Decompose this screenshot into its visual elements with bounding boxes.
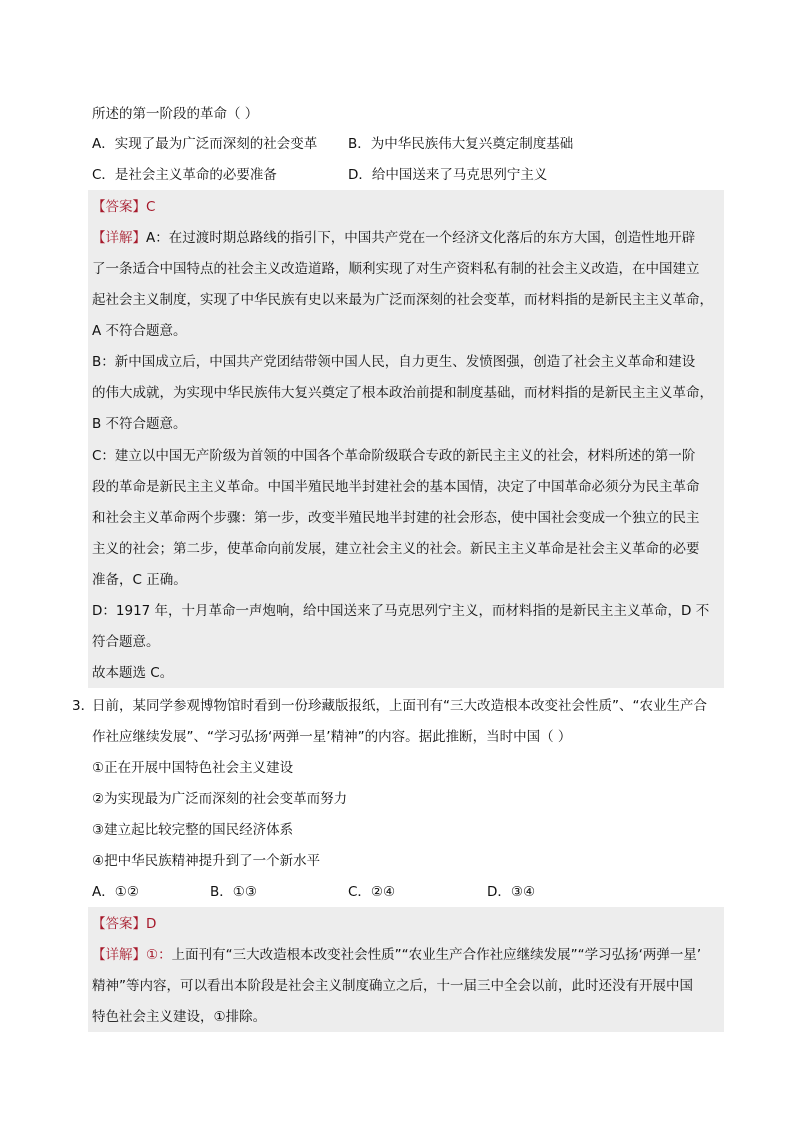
q2-detail-line-5: B：新中国成立后，中国共产党团结带领中国人民，自力更生、发愤图强，创造了社会主义革命和建设 <box>92 354 696 370</box>
q3-detail-mark: ①： <box>146 947 172 963</box>
q2-detail-line-8: C：建立以中国无产阶级为首领的中国各个革命阶级联合专政的新民主主义的社会，材料所述的第一阶 <box>92 448 696 464</box>
q2-option-c: C．是社会主义革命的必要准备 <box>92 167 277 183</box>
q2-detail-line-4: A 不符合题意。 <box>92 323 187 339</box>
q2-answer <box>92 198 155 216</box>
q3-option-b: B．①③ <box>210 884 257 900</box>
q3-detail-label: 【详解】 <box>92 947 146 963</box>
q3-statement-1: ①正在开展中国特色社会主义建设 <box>92 760 294 776</box>
q3-answer-label: 【答案】 <box>92 916 146 932</box>
q3-option-c: C．②④ <box>348 884 396 900</box>
q2-detail-line-15: 故本题选 C。 <box>92 665 174 681</box>
q3-stem-line-2: 作社应继续发展”、“学习弘扬‘两弹一星’精神”的内容。据此推断，当时中国（ ） <box>92 729 572 745</box>
q2-stem-tail: 所述的第一阶段的革命（ ） <box>92 106 259 122</box>
q2-detail-label: 【详解】 <box>92 230 146 246</box>
q2-detail-line-7: B 不符合题意。 <box>92 416 187 432</box>
q2-option-d: D．给中国送来了马克思列宁主义 <box>348 167 548 183</box>
q2-detail-line-13: D：1917 年，十月革命一声炮响，给中国送来了马克思列宁主义，而材料指的是新民主主义革命，D 不 <box>92 603 710 619</box>
q2-answer-value: C <box>146 199 156 215</box>
q2-detail-line-3: 起社会主义制度，实现了中华民族有史以来最为广泛而深刻的社会变革，而材料指的是新民主主义革命， <box>92 292 713 308</box>
q3-answer <box>92 915 156 933</box>
q2-detail-line-6: 的伟大成就，为实现中华民族伟大复兴奠定了根本政治前提和制度基础，而材料指的是新民主主义革命， <box>92 385 713 401</box>
q3-detail-line-2: 精神”等内容，可以看出本阶段是社会主义制度确立之后，十一届三中全会以前，此时还没有开展中国 <box>92 978 693 994</box>
q3-number: 3． <box>72 698 95 714</box>
q3-stem-line-1: 日前，某同学参观博物馆时看到一份珍藏版报纸，上面刊有“三大改造根本改变社会性质”、“农业生产合 <box>92 698 707 714</box>
q3-statement-4: ④把中华民族精神提升到了一个新水平 <box>92 853 321 869</box>
q3-detail-line-3: 特色社会主义建设，①排除。 <box>92 1009 267 1025</box>
q3-detail-line-1: 【详解】①：上面刊有“三大改造根本改变社会性质”“农业生产合作社应继续发展”“学习弘扬‘两弹一星’ <box>92 947 702 963</box>
q3-statement-2: ②为实现最为广泛而深刻的社会变革而努力 <box>92 791 348 807</box>
q2-answer-label: 【答案】 <box>92 199 146 215</box>
q2-detail-line-2: 了一条适合中国特点的社会主义改造道路，顺利实现了对生产资料私有制的社会主义改造，在中国建立 <box>92 261 700 277</box>
q3-option-d: D．③④ <box>487 884 536 900</box>
q3-statement-3: ③建立起比较完整的国民经济体系 <box>92 822 294 838</box>
q2-option-b: B．为中华民族伟大复兴奠定制度基础 <box>348 136 574 152</box>
q2-detail-line-14: 符合题意。 <box>92 634 160 650</box>
q2-option-a: A．实现了最为广泛而深刻的社会变革 <box>92 136 318 152</box>
q3-option-a: A．①② <box>92 884 139 900</box>
q2-detail-line-10: 和社会主义革命两个步骤：第一步，改变半殖民地半封建的社会形态，使中国社会变成一个独立的民主 <box>92 510 700 526</box>
q2-detail-line-1: 【详解】A：在过渡时期总路线的指引下，中国共产党在一个经济文化落后的东方大国，创造性地开辟 <box>92 230 696 246</box>
q2-detail-line-11: 主义的社会；第二步，使革命向前发展，建立社会主义的社会。新民主主义革命是社会主义革命的必要 <box>92 541 700 557</box>
q2-detail-line-12: 准备，C 正确。 <box>92 572 187 588</box>
q2-detail-line-9: 段的革命是新民主主义革命。中国半殖民地半封建社会的基本国情，决定了中国革命必须分为民主革命 <box>92 479 700 495</box>
q3-answer-value: D <box>146 916 157 932</box>
